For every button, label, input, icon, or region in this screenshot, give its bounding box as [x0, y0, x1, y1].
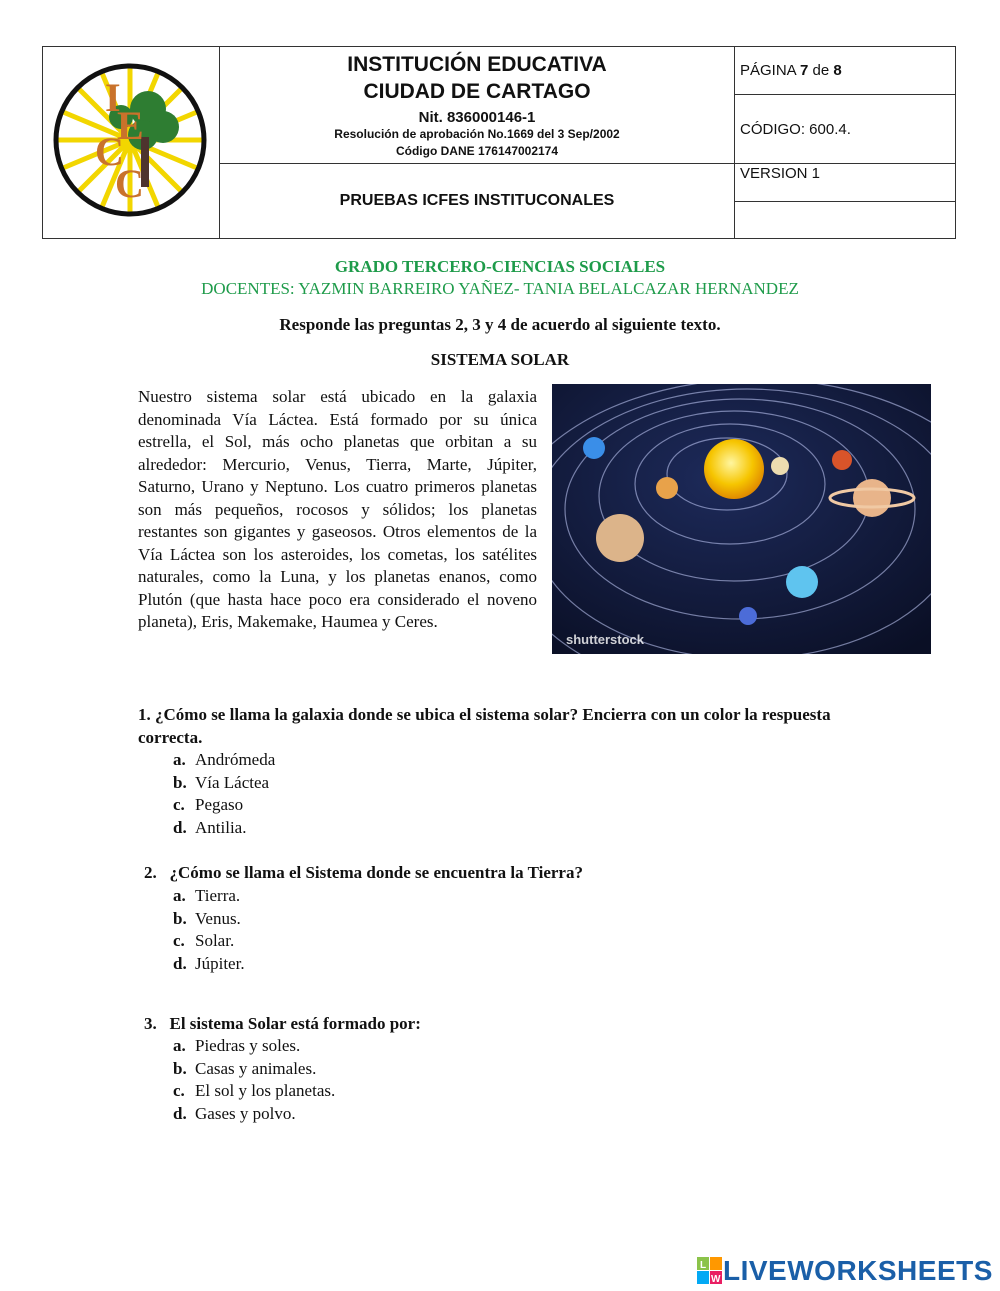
- image-watermark: shutterstock: [566, 632, 645, 647]
- question-2-options: [173, 885, 245, 975]
- institution-name-1: INSTITUCIÓN EDUCATIVA: [347, 52, 607, 76]
- option-3b[interactable]: b. Casas y animales.: [173, 1058, 317, 1078]
- page-of: de: [812, 62, 830, 79]
- solar-system-image: [552, 384, 931, 654]
- icon-letter-l: L: [700, 1260, 707, 1271]
- liveworksheets-text: LIVEWORKSHEETS: [723, 1255, 993, 1286]
- version-text: VERSION 1: [740, 165, 821, 182]
- logo-cell: [43, 47, 220, 239]
- question-3-options: [173, 1035, 335, 1125]
- earth-planet: [583, 437, 605, 459]
- mercury-planet: [771, 457, 789, 475]
- passage-text: Nuestro sistema solar está ubicado en la galaxia denominada Vía Láctea. Está formado por su única estrella, el Sol, más ocho planetas que orbitan a su alrededor: Mercurio, Venus, Tierra, Marte, Júpiter, Saturno, Urano y Neptuno. Los cuatro primeros planetas son más pequeños, rocosos y sólidos; los planetas restantes son gigantes y gaseosos. Otros elementos de la Vía Láctea son los asteroides, los cometas, los satélites naturales, como la Luna, y los planetas enanos, como Plutón (que hasta hace poco era considerado el noveno planeta), Eris, Makemake, Haumea y Ceres.: [138, 387, 537, 631]
- header-table: [42, 46, 956, 239]
- question-1: 1. ¿Cómo se llama la galaxia donde se ubica el sistema solar? Encierra con un color la respuesta correcta.: [138, 705, 831, 747]
- option-1c[interactable]: c. Pegaso: [173, 795, 244, 814]
- institution-dane: Código DANE 176147002174: [395, 143, 559, 158]
- tests-title: PRUEBAS ICFES INSTITUCONALES: [339, 192, 615, 209]
- page-total: 8: [833, 62, 842, 79]
- sun-planet: [704, 439, 764, 499]
- venus-planet: [656, 477, 678, 499]
- option-2a[interactable]: a. Tierra.: [173, 886, 241, 905]
- institution-resolution: Resolución de aprobación No.1669 del 3 Sep/2002: [334, 126, 620, 141]
- school-logo: [43, 47, 217, 233]
- grade-title: GRADO TERCERO-CIENCIAS SOCIALES: [334, 257, 666, 276]
- page-label: PÁGINA: [740, 62, 796, 79]
- option-1b[interactable]: b. Vía Láctea: [173, 772, 270, 792]
- version-cell: [735, 164, 956, 202]
- logo-letter-c1: C: [95, 129, 124, 174]
- page-number: 7: [800, 62, 809, 79]
- code-cell: [735, 95, 956, 164]
- question-3: 3. El sistema Solar está formado por:: [144, 1014, 421, 1033]
- logo-letter-i: I: [105, 75, 121, 120]
- empty-cell: [735, 202, 956, 239]
- liveworksheets-icon: [697, 1257, 723, 1285]
- question-2: 2. ¿Cómo se llama el Sistema donde se encuentra la Tierra?: [144, 863, 583, 882]
- tests-cell: [220, 164, 735, 239]
- mars-planet: [832, 450, 852, 470]
- option-3a[interactable]: a. Piedras y soles.: [173, 1036, 301, 1055]
- logo-letter-e: E: [117, 103, 144, 148]
- option-1d[interactable]: d. Antilia.: [173, 817, 247, 837]
- option-3c[interactable]: c. El sol y los planetas.: [173, 1081, 336, 1100]
- question-1-options: [173, 749, 275, 839]
- option-2c[interactable]: c. Solar.: [173, 931, 235, 950]
- jupiter-planet: [596, 514, 644, 562]
- option-2d[interactable]: d. Júpiter.: [173, 953, 245, 973]
- option-1a[interactable]: a. Andrómeda: [173, 750, 276, 769]
- logo-letter-c2: C: [115, 161, 144, 206]
- instructions: Responde las preguntas 2, 3 y 4 de acuerdo al siguiente texto.: [279, 315, 721, 334]
- institution-cell: [220, 47, 735, 164]
- icon-letter-w: W: [711, 1274, 721, 1285]
- option-3d[interactable]: d. Gases y polvo.: [173, 1103, 296, 1123]
- institution-nit: Nit. 836000146-1: [418, 108, 536, 126]
- passage-title: SISTEMA SOLAR: [430, 350, 570, 369]
- teachers-line: DOCENTES: YAZMIN BARREIRO YAÑEZ- TANIA BELALCAZAR HERNANDEZ: [201, 279, 799, 298]
- code-text: CÓDIGO: 600.4.: [740, 120, 851, 138]
- uranus-planet: [786, 566, 818, 598]
- liveworksheets-brand[interactable]: [697, 1255, 993, 1287]
- institution-name-2: CIUDAD DE CARTAGO: [363, 79, 591, 103]
- page-cell: [735, 47, 956, 95]
- option-2b[interactable]: b. Venus.: [173, 908, 241, 928]
- neptune-planet: [739, 607, 757, 625]
